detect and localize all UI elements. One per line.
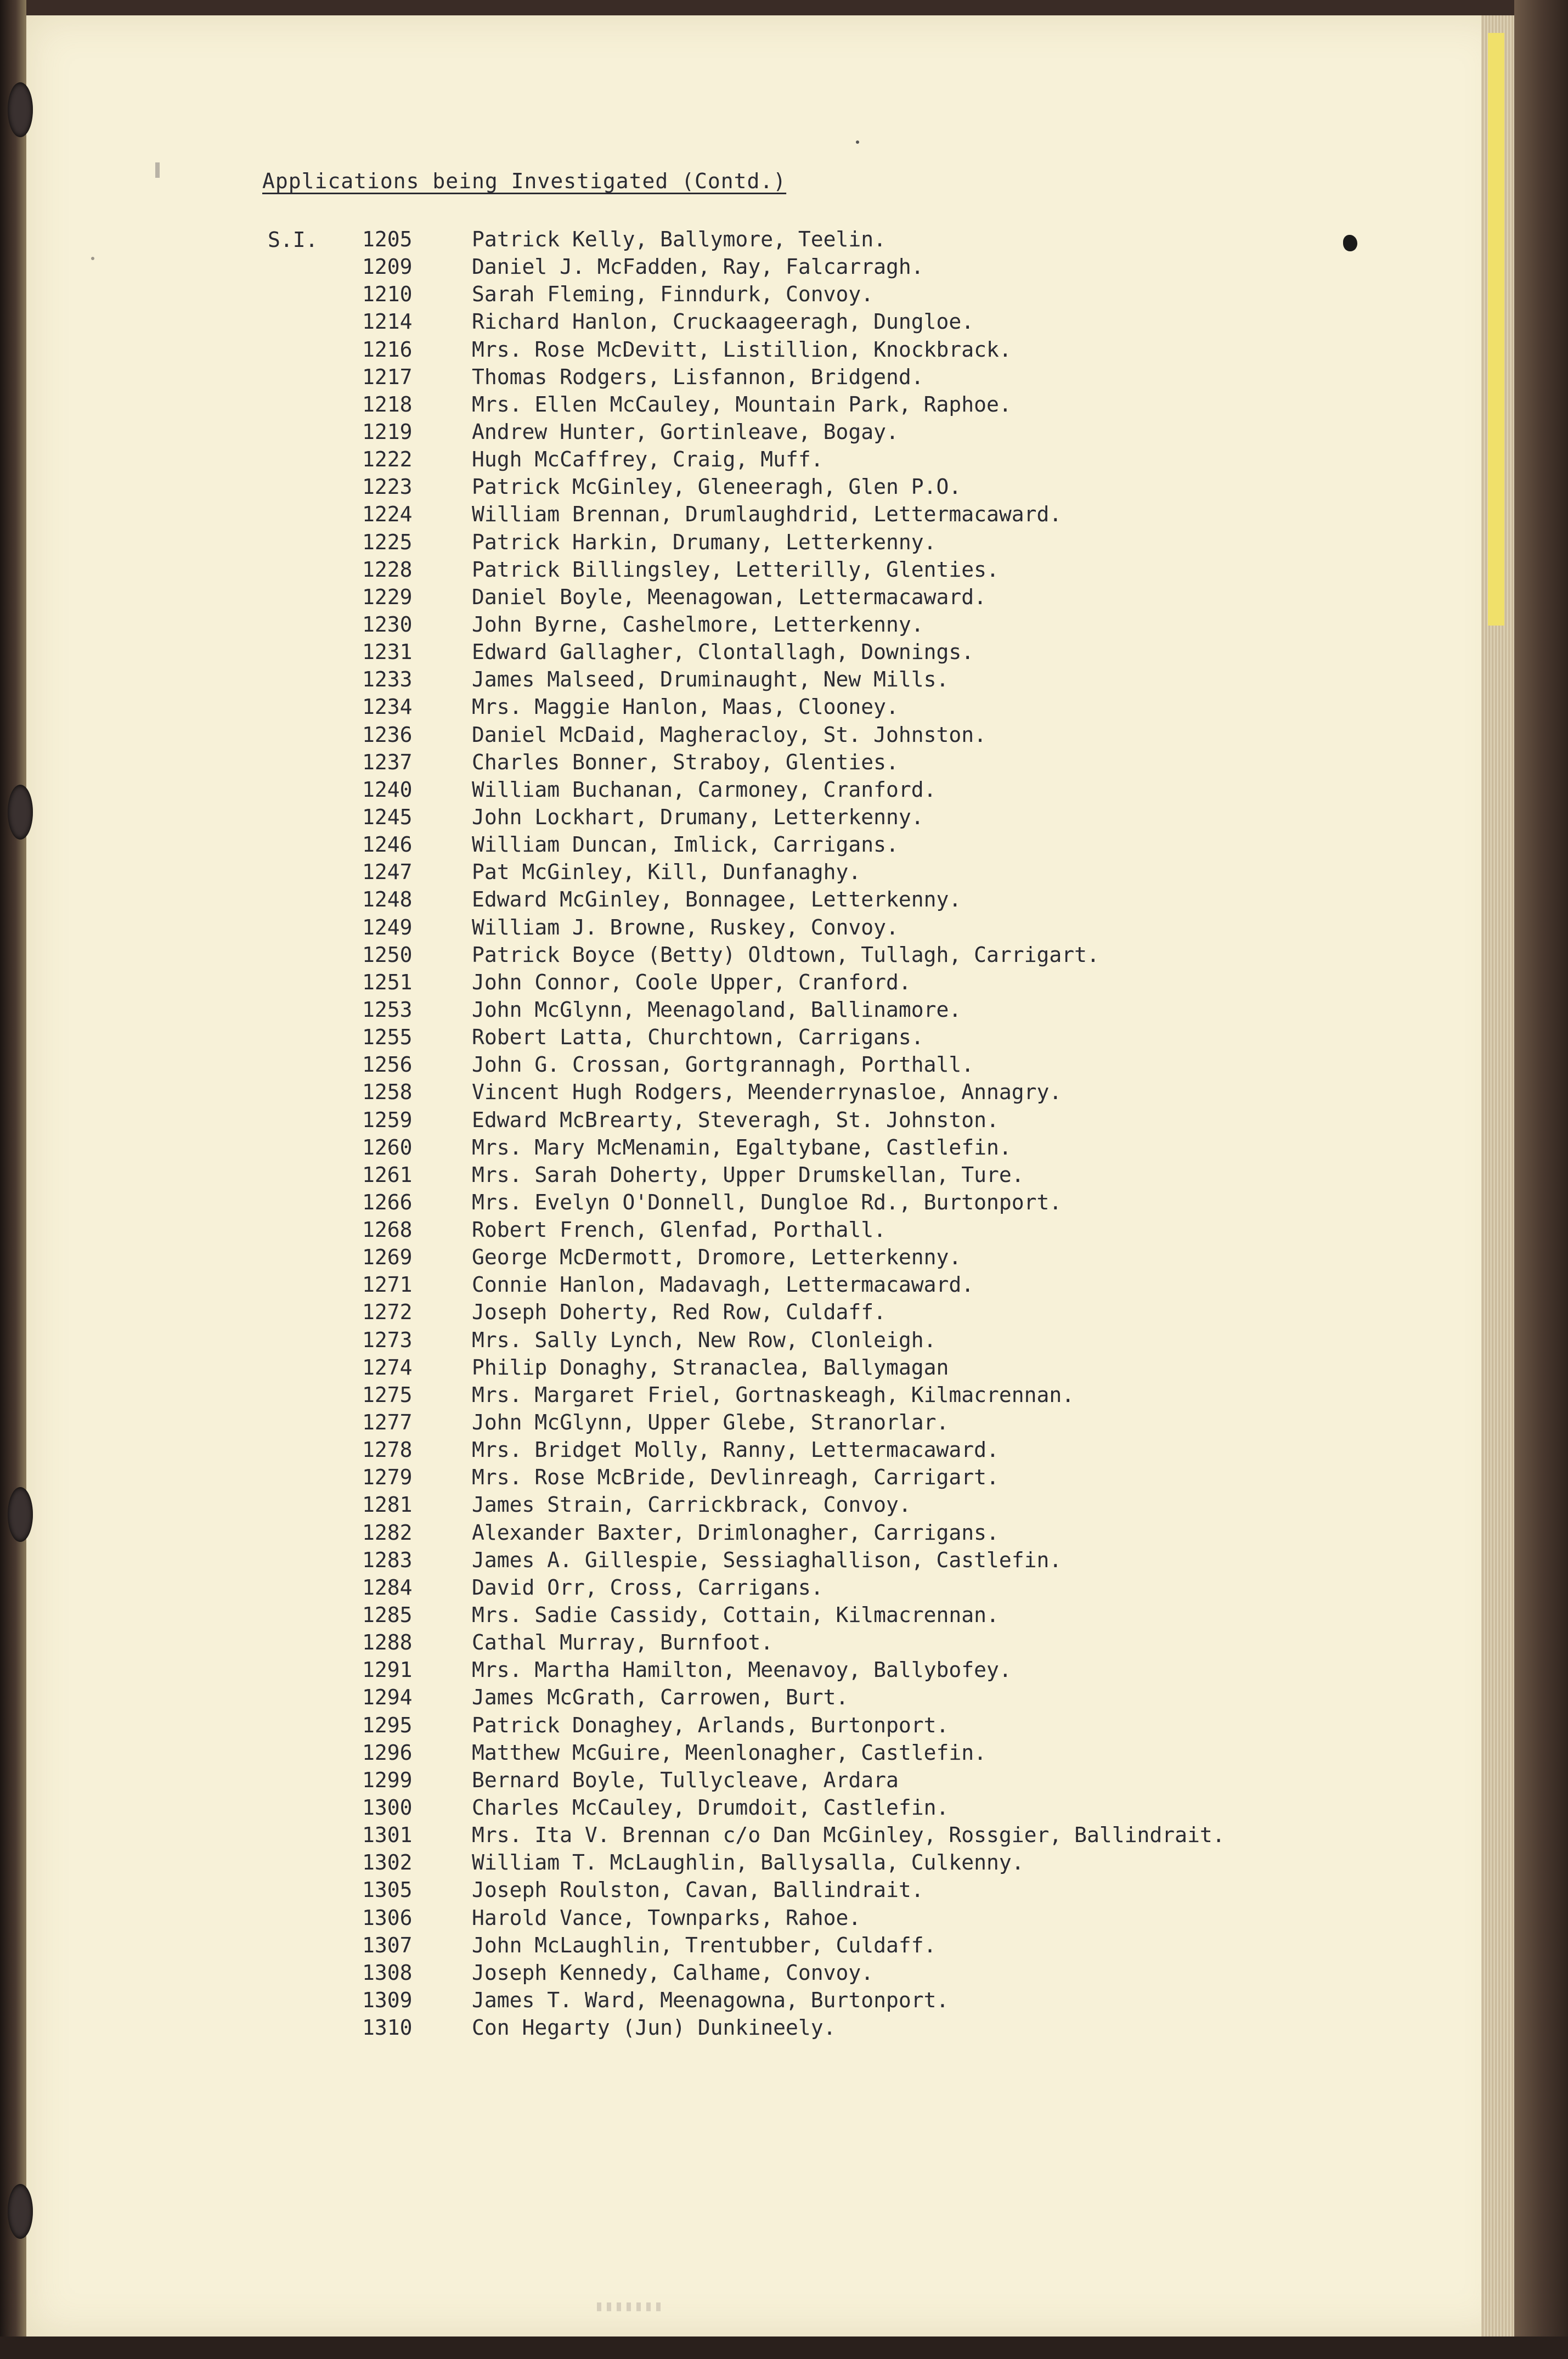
applicant-name-address: Con Hegarty (Jun) Dunkineely. xyxy=(472,2015,836,2040)
application-number: 1218 xyxy=(362,392,413,416)
list-item xyxy=(26,1106,1508,1134)
application-number: 1277 xyxy=(362,1410,413,1435)
applicant-name-address: Connie Hanlon, Madavagh, Lettermacaward. xyxy=(472,1273,974,1297)
application-number: 1250 xyxy=(362,942,413,967)
applicant-name-address: Robert French, Glenfad, Porthall. xyxy=(472,1218,886,1242)
application-number: 1285 xyxy=(362,1603,413,1628)
list-item xyxy=(26,1656,1508,1684)
list-item xyxy=(26,308,1508,335)
application-number: 1278 xyxy=(362,1438,413,1462)
list-item xyxy=(26,914,1508,941)
application-number: 1309 xyxy=(362,1988,413,2012)
list-item xyxy=(26,1932,1508,1959)
application-number: 1301 xyxy=(362,1823,413,1848)
list-item xyxy=(26,1354,1508,1381)
applicant-name-address: William Duncan, Imlick, Carrigans. xyxy=(472,832,899,857)
applicant-name-address: Edward McBrearty, Steveragh, St. Johnston. xyxy=(472,1107,999,1132)
list-item xyxy=(26,776,1508,803)
list-item xyxy=(26,280,1508,308)
applicant-name-address: James T. Ward, Meenagowna, Burtonport. xyxy=(472,1988,949,2012)
list-item xyxy=(26,1821,1508,1849)
application-number: 1268 xyxy=(362,1218,413,1242)
applicant-name-address: Charles McCauley, Drumdoit, Castlefin. xyxy=(472,1795,949,1820)
applicant-name-address: Daniel Boyle, Meenagowan, Lettermacaward. xyxy=(472,584,986,609)
list-item xyxy=(26,1078,1508,1106)
list-item xyxy=(26,831,1508,858)
applicant-name-address: Matthew McGuire, Meenlonagher, Castlefin. xyxy=(472,1740,986,1765)
list-item xyxy=(26,226,1508,253)
applicant-name-address: Thomas Rodgers, Lisfannon, Bridgend. xyxy=(472,364,924,389)
applicant-name-address: John Connor, Coole Upper, Cranford. xyxy=(472,970,911,994)
application-number: 1237 xyxy=(362,750,413,774)
applicant-name-address: Charles Bonner, Straboy, Glenties. xyxy=(472,750,899,774)
applications-list xyxy=(26,226,1508,2041)
applicant-name-address: Mrs. Maggie Hanlon, Maas, Clooney. xyxy=(472,695,899,719)
applicant-name-address: William T. McLaughlin, Ballysalla, Culkenny. xyxy=(472,1850,1024,1875)
application-number: 1222 xyxy=(362,447,413,472)
list-item xyxy=(26,1629,1508,1656)
application-number: 1256 xyxy=(362,1052,413,1077)
list-item xyxy=(26,391,1508,418)
list-item xyxy=(26,556,1508,583)
application-number: 1225 xyxy=(362,530,413,554)
application-number: 1209 xyxy=(362,255,413,279)
section-code: S.I. xyxy=(268,228,318,252)
applicant-name-address: John McGlynn, Meenagoland, Ballinamore. xyxy=(472,997,962,1022)
list-item xyxy=(26,583,1508,611)
applicant-name-address: Robert Latta, Churchtown, Carrigans. xyxy=(472,1025,924,1050)
applicant-name-address: Mrs. Sarah Doherty, Upper Drumskellan, Ture. xyxy=(472,1162,1024,1187)
applicant-name-address: William Buchanan, Carmoney, Cranford. xyxy=(472,777,937,802)
applicant-name-address: Patrick Donaghey, Arlands, Burtonport. xyxy=(472,1713,949,1737)
application-number: 1272 xyxy=(362,1300,413,1325)
list-item xyxy=(26,1546,1508,1574)
application-number: 1271 xyxy=(362,1273,413,1297)
application-number: 1223 xyxy=(362,475,413,499)
applicant-name-address: Cathal Murray, Burnfoot. xyxy=(472,1630,774,1655)
application-number: 1245 xyxy=(362,804,413,829)
list-item xyxy=(26,721,1508,748)
list-item xyxy=(26,1684,1508,1711)
applicant-name-address: Bernard Boyle, Tullycleave, Ardara xyxy=(472,1767,899,1792)
applicant-name-address: Hugh McCaffrey, Craig, Muff. xyxy=(472,447,824,472)
applicant-name-address: Mrs. Evelyn O'Donnell, Dungloe Rd., Burtonport. xyxy=(472,1190,1062,1214)
applicant-name-address: William Brennan, Drumlaughdrid, Lettermacaward. xyxy=(472,502,1062,527)
list-item xyxy=(26,941,1508,969)
application-number: 1273 xyxy=(362,1327,413,1352)
application-number: 1282 xyxy=(362,1520,413,1545)
list-item xyxy=(26,1739,1508,1766)
list-item xyxy=(26,858,1508,886)
application-number: 1269 xyxy=(362,1245,413,1270)
application-number: 1219 xyxy=(362,419,413,444)
list-item xyxy=(26,1381,1508,1409)
application-number: 1233 xyxy=(362,667,413,692)
application-number: 1275 xyxy=(362,1382,413,1407)
applicant-name-address: Patrick McGinley, Gleneeragh, Glen P.O. xyxy=(472,475,962,499)
application-number: 1279 xyxy=(362,1465,413,1490)
list-item xyxy=(26,528,1508,556)
applicant-name-address: Patrick Harkin, Drumany, Letterkenny. xyxy=(472,530,937,554)
applicant-name-address: Patrick Billingsley, Letterilly, Glenties. xyxy=(472,557,999,582)
application-number: 1307 xyxy=(362,1933,413,1957)
list-item xyxy=(26,418,1508,446)
list-item xyxy=(26,1876,1508,1904)
application-number: 1283 xyxy=(362,1547,413,1572)
list-item xyxy=(26,336,1508,363)
applicant-name-address: Pat McGinley, Kill, Dunfanaghy. xyxy=(472,860,861,885)
list-item xyxy=(26,1463,1508,1491)
applicant-name-address: James Strain, Carrickbrack, Convoy. xyxy=(472,1493,911,1517)
stray-ink-dot xyxy=(856,140,859,144)
application-number: 1228 xyxy=(362,557,413,582)
binding-hole xyxy=(8,2184,33,2239)
application-number: 1302 xyxy=(362,1850,413,1875)
application-number: 1261 xyxy=(362,1162,413,1187)
list-item xyxy=(26,611,1508,638)
binding-hole xyxy=(8,785,33,840)
application-number: 1260 xyxy=(362,1135,413,1159)
applicant-name-address: John G. Crossan, Gortgrannagh, Porthall. xyxy=(472,1052,974,1077)
application-number: 1229 xyxy=(362,584,413,609)
list-item xyxy=(26,1189,1508,1216)
applicant-name-address: Joseph Kennedy, Calhame, Convoy. xyxy=(472,1960,874,1985)
list-item xyxy=(26,1959,1508,1986)
application-number: 1300 xyxy=(362,1795,413,1820)
applicant-name-address: John Lockhart, Drumany, Letterkenny. xyxy=(472,804,924,829)
application-number: 1251 xyxy=(362,970,413,994)
applicant-name-address: Mrs. Martha Hamilton, Meenavoy, Ballybofey. xyxy=(472,1658,1012,1682)
list-item xyxy=(26,969,1508,996)
list-item xyxy=(26,693,1508,720)
application-number: 1255 xyxy=(362,1025,413,1050)
list-item xyxy=(26,666,1508,693)
application-number: 1310 xyxy=(362,2015,413,2040)
application-number: 1291 xyxy=(362,1658,413,1682)
ledger-page xyxy=(26,15,1508,2337)
list-item xyxy=(26,1601,1508,1629)
application-number: 1305 xyxy=(362,1878,413,1902)
book-cover-edge xyxy=(1514,0,1568,2359)
applicant-name-address: George McDermott, Dromore, Letterkenny. xyxy=(472,1245,962,1270)
applicant-name-address: Mrs. Margaret Friel, Gortnaskeagh, Kilmacrennan. xyxy=(472,1382,1075,1407)
list-item xyxy=(26,1298,1508,1326)
application-number: 1246 xyxy=(362,832,413,857)
applicant-name-address: Mrs. Mary McMenamin, Egaltybane, Castlefin. xyxy=(472,1135,1012,1159)
application-number: 1299 xyxy=(362,1767,413,1792)
application-number: 1253 xyxy=(362,997,413,1022)
applicant-name-address: James A. Gillespie, Sessiaghallison, Castlefin. xyxy=(472,1547,1062,1572)
applicant-name-address: Philip Donaghy, Stranaclea, Ballymagan xyxy=(472,1355,949,1380)
list-item xyxy=(26,500,1508,528)
applicant-name-address: Mrs. Rose McDevitt, Listillion, Knockbrack. xyxy=(472,337,1012,362)
list-item xyxy=(26,1519,1508,1546)
application-number: 1294 xyxy=(362,1685,413,1710)
margin-mark xyxy=(155,162,160,178)
binding-hole xyxy=(8,82,33,137)
list-item xyxy=(26,886,1508,913)
list-item xyxy=(26,748,1508,776)
list-item xyxy=(26,1134,1508,1161)
list-item xyxy=(26,1766,1508,1794)
applicant-name-address: Patrick Boyce (Betty) Oldtown, Tullagh, Carrigart. xyxy=(472,942,1099,967)
application-number: 1259 xyxy=(362,1107,413,1132)
applicant-name-address: Joseph Doherty, Red Row, Culdaff. xyxy=(472,1300,886,1325)
list-item xyxy=(26,1051,1508,1078)
applicant-name-address: Patrick Kelly, Ballymore, Teelin. xyxy=(472,227,886,251)
binding-hole xyxy=(8,1487,33,1542)
application-number: 1295 xyxy=(362,1713,413,1737)
applicant-name-address: Andrew Hunter, Gortinleave, Bogay. xyxy=(472,419,899,444)
applicant-name-address: Mrs. Bridget Molly, Ranny, Lettermacaward. xyxy=(472,1438,999,1462)
list-item xyxy=(26,1326,1508,1354)
list-item xyxy=(26,1023,1508,1051)
list-item xyxy=(26,1849,1508,1876)
list-item xyxy=(26,1711,1508,1739)
list-item xyxy=(26,1436,1508,1463)
applicant-name-address: John Byrne, Cashelmore, Letterkenny. xyxy=(472,612,924,637)
application-number: 1236 xyxy=(362,722,413,747)
list-item xyxy=(26,996,1508,1023)
applicant-name-address: Vincent Hugh Rodgers, Meenderrynasloe, Annagry. xyxy=(472,1080,1062,1105)
application-number: 1234 xyxy=(362,695,413,719)
application-number: 1281 xyxy=(362,1493,413,1517)
list-item xyxy=(26,2014,1508,2041)
application-number: 1231 xyxy=(362,640,413,665)
applicant-name-address: Daniel McDaid, Magheracloy, St. Johnston. xyxy=(472,722,986,747)
application-number: 1306 xyxy=(362,1905,413,1930)
applicant-name-address: William J. Browne, Ruskey, Convoy. xyxy=(472,915,899,939)
applicant-name-address: John McLaughlin, Trentubber, Culdaff. xyxy=(472,1933,937,1957)
list-item xyxy=(26,638,1508,666)
application-number: 1296 xyxy=(362,1740,413,1765)
application-number: 1258 xyxy=(362,1080,413,1105)
list-item xyxy=(26,1794,1508,1821)
list-item xyxy=(26,473,1508,500)
application-number: 1308 xyxy=(362,1960,413,1985)
application-number: 1248 xyxy=(362,887,413,912)
application-number: 1247 xyxy=(362,860,413,885)
application-number: 1216 xyxy=(362,337,413,362)
application-number: 1249 xyxy=(362,915,413,939)
applicant-name-address: David Orr, Cross, Carrigans. xyxy=(472,1575,824,1600)
applicant-name-address: Sarah Fleming, Finndurk, Convoy. xyxy=(472,282,874,307)
applicant-name-address: Mrs. Sally Lynch, New Row, Clonleigh. xyxy=(472,1327,937,1352)
applicant-name-address: Edward Gallagher, Clontallagh, Downings. xyxy=(472,640,974,665)
list-item xyxy=(26,1243,1508,1271)
list-item xyxy=(26,1271,1508,1298)
applicant-name-address: Daniel J. McFadden, Ray, Falcarragh. xyxy=(472,255,924,279)
applicant-name-address: John McGlynn, Upper Glebe, Stranorlar. xyxy=(472,1410,949,1435)
application-number: 1210 xyxy=(362,282,413,307)
list-item xyxy=(26,1574,1508,1601)
page-heading: Applications being Investigated (Contd.) xyxy=(262,169,787,193)
list-item xyxy=(26,803,1508,831)
list-item xyxy=(26,253,1508,280)
applicant-name-address: Alexander Baxter, Drimlonagher, Carrigans. xyxy=(472,1520,999,1545)
bottom-edge xyxy=(0,2337,1568,2359)
list-item xyxy=(26,1904,1508,1932)
applicant-name-address: James McGrath, Carrowen, Burt. xyxy=(472,1685,849,1710)
application-number: 1224 xyxy=(362,502,413,527)
application-number: 1214 xyxy=(362,309,413,334)
applicant-name-address: Joseph Roulston, Cavan, Ballindrait. xyxy=(472,1878,924,1902)
application-number: 1230 xyxy=(362,612,413,637)
applicant-name-address: Mrs. Ellen McCauley, Mountain Park, Raphoe. xyxy=(472,392,1012,416)
list-item xyxy=(26,1216,1508,1243)
list-item xyxy=(26,1986,1508,2014)
applicant-name-address: Mrs. Ita V. Brennan c/o Dan McGinley, Rossgier, Ballindrait. xyxy=(472,1823,1225,1848)
list-item xyxy=(26,1161,1508,1189)
binding-strip xyxy=(0,0,26,2359)
application-number: 1240 xyxy=(362,777,413,802)
applicant-name-address: Edward McGinley, Bonnagee, Letterkenny. xyxy=(472,887,962,912)
applicant-name-address: James Malseed, Druminaught, New Mills. xyxy=(472,667,949,692)
application-number: 1288 xyxy=(362,1630,413,1655)
list-item xyxy=(26,1409,1508,1436)
applicant-name-address: Mrs. Sadie Cassidy, Cottain, Kilmacrennan. xyxy=(472,1603,999,1628)
application-number: 1274 xyxy=(362,1355,413,1380)
applicant-name-address: Mrs. Rose McBride, Devlinreagh, Carrigart. xyxy=(472,1465,999,1490)
list-item xyxy=(26,1491,1508,1518)
application-number: 1284 xyxy=(362,1575,413,1600)
list-item xyxy=(26,446,1508,473)
footer-smudge xyxy=(597,2302,663,2311)
applicant-name-address: Harold Vance, Townparks, Rahoe. xyxy=(472,1905,861,1930)
application-number: 1217 xyxy=(362,364,413,389)
list-item xyxy=(26,363,1508,391)
application-number: 1205 xyxy=(362,227,413,251)
yellow-tab xyxy=(1488,33,1504,626)
applicant-name-address: Richard Hanlon, Cruckaageeragh, Dungloe. xyxy=(472,309,974,334)
application-number: 1266 xyxy=(362,1190,413,1214)
